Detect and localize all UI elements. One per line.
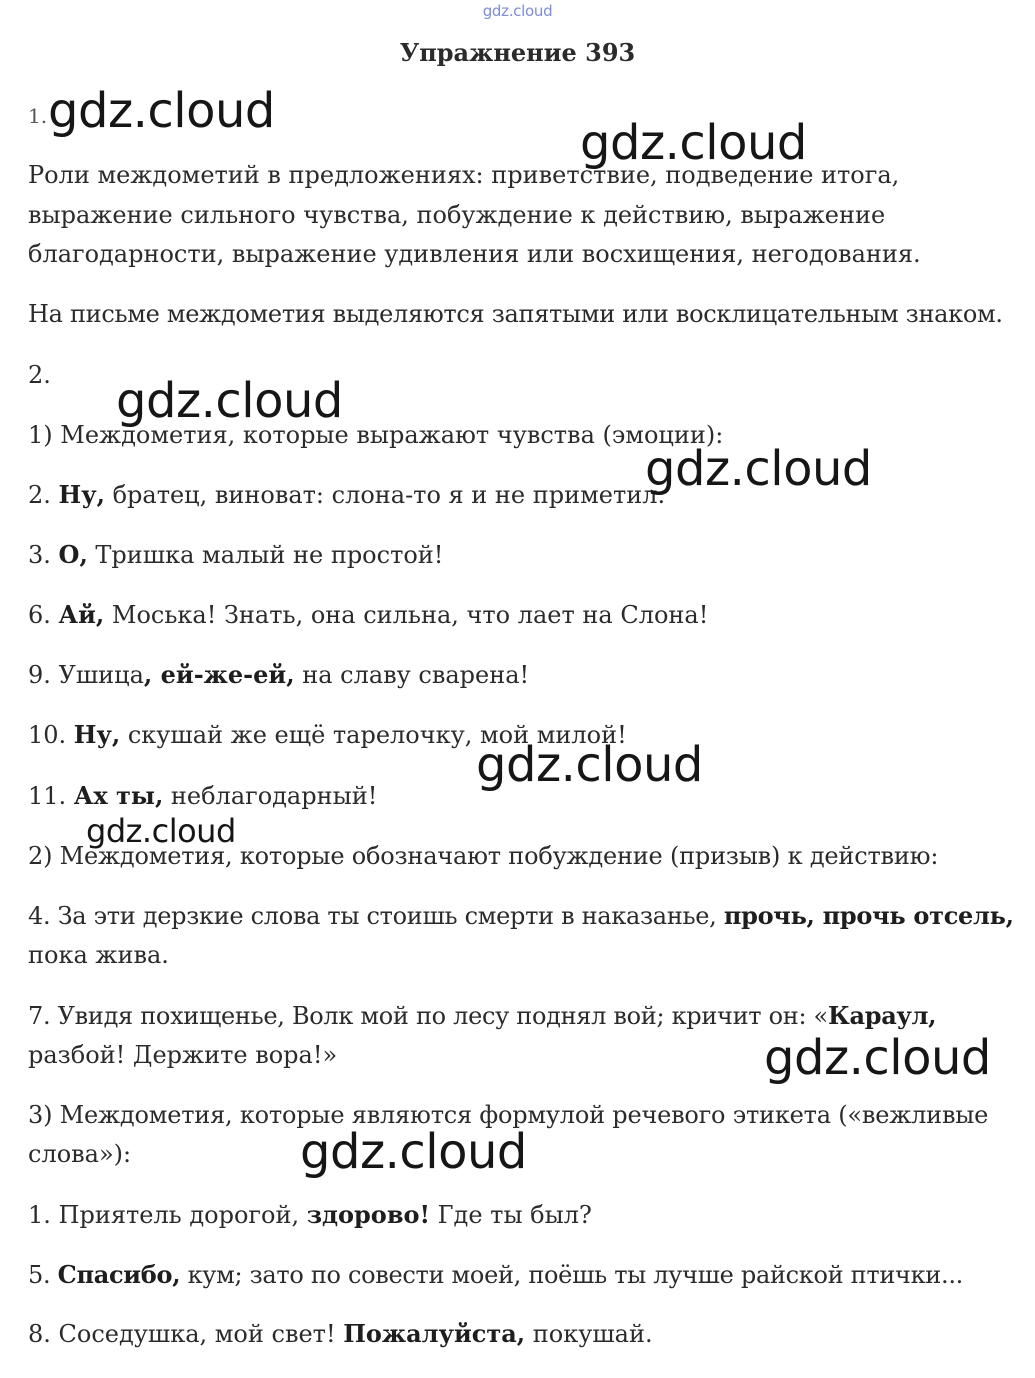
list-item: 4. За эти дерзкие слова ты стоишь смерти в наказанье, прочь, прочь отсель, bbox=[28, 901, 1014, 930]
part1-line-3: благодарности, выражение удивления или восхищения, негодования. bbox=[28, 240, 921, 268]
part1-note: На письме междометия выделяются запятыми или восклицательным знаком. bbox=[28, 300, 1003, 328]
group2-heading: 2) Междометия, которые обозначают побуждение (призыв) к действию: bbox=[28, 842, 939, 870]
list-item: 9. Ушица, ей-же-ей, на славу сварена! bbox=[28, 660, 530, 689]
watermark: gdz.cloud bbox=[300, 1124, 527, 1180]
list-item: 2. Ну, братец, виноват: слона-то я и не приметил. bbox=[28, 480, 666, 509]
list-item: 7. Увидя похищенье, Волк мой по лесу поднял вой; кричит он: «Караул, bbox=[28, 1001, 937, 1030]
list-item-continuation: разбой! Держите вора!» bbox=[28, 1041, 338, 1069]
list-item: 3. О, Тришка малый не простой! bbox=[28, 540, 444, 569]
watermark: gdz.cloud bbox=[86, 812, 236, 850]
list-item: 11. Ах ты, неблагодарный! bbox=[28, 781, 378, 810]
site-watermark-top: gdz.cloud bbox=[482, 2, 553, 20]
page-title: Упражнение 393 bbox=[399, 38, 636, 67]
group1-heading: 1) Междометия, которые выражают чувства (эмоции): bbox=[28, 421, 724, 449]
watermark: gdz.cloud bbox=[645, 441, 872, 497]
list-item: 10. Ну, скушай же ещё тарелочку, мой милой! bbox=[28, 720, 627, 749]
watermark: gdz.cloud bbox=[580, 115, 807, 171]
part2-number: 2. bbox=[28, 361, 51, 389]
watermark: gdz.cloud bbox=[48, 83, 275, 139]
group3-heading-continuation: слова»): bbox=[28, 1140, 132, 1168]
list-item-continuation: пока жива. bbox=[28, 941, 169, 969]
watermark: gdz.cloud bbox=[476, 737, 703, 793]
list-item: 8. Соседушка, мой свет! Пожалуйста, покушай. bbox=[28, 1319, 653, 1348]
watermark: gdz.cloud bbox=[116, 373, 343, 429]
watermark: gdz.cloud bbox=[764, 1030, 991, 1086]
part1-line-2: выражение сильного чувства, побуждение к действию, выражение bbox=[28, 201, 886, 229]
list-item: 5. Спасибо, кум; зато по совести моей, поёшь ты лучше райской птички... bbox=[28, 1260, 963, 1289]
part1-line-1: Роли междометий в предложениях: приветствие, подведение итога, bbox=[28, 161, 900, 189]
list-item: 1. Приятель дорогой, здорово! Где ты был? bbox=[28, 1200, 592, 1229]
list-item: 6. Ай, Моська! Знать, она сильна, что лает на Слона! bbox=[28, 600, 709, 629]
part1-number: 1. bbox=[28, 104, 48, 128]
group3-heading: 3) Междометия, которые являются формулой речевого этикета («вежливые bbox=[28, 1101, 989, 1129]
